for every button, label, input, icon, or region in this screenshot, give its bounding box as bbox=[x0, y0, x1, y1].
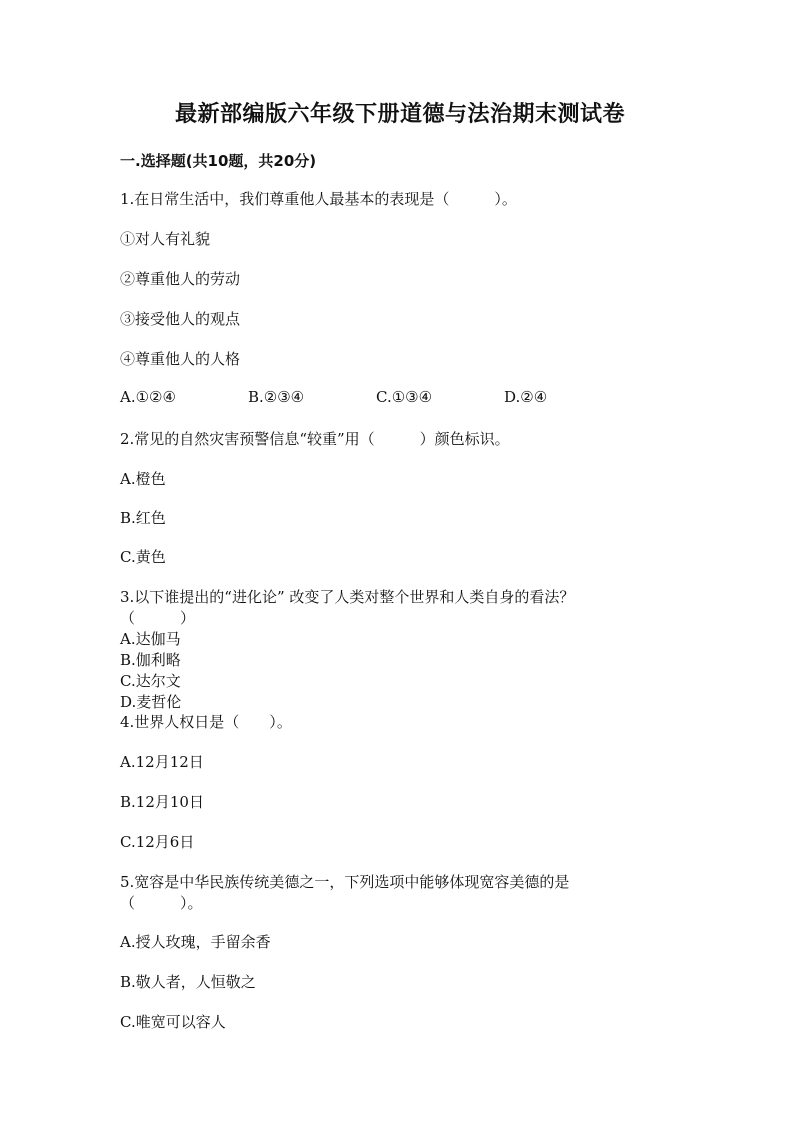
question-1-option-c: C.①③④ bbox=[376, 388, 433, 406]
question-1-item: ②尊重他人的劳动 bbox=[120, 270, 241, 288]
question-1-item: ③接受他人的观点 bbox=[120, 310, 241, 328]
question-5-option-c: C.唯宽可以容人 bbox=[120, 1013, 226, 1031]
question-2-option-c: C.黄色 bbox=[120, 548, 166, 566]
question-2-option-a: A.橙色 bbox=[120, 470, 166, 488]
question-4-stem: 4.世界人权日是（ ）。 bbox=[120, 713, 292, 731]
question-4-option-a: A.12月12日 bbox=[120, 753, 204, 771]
question-3-stem-blank: （ ） bbox=[120, 609, 196, 627]
question-5-stem-blank: （ ）。 bbox=[120, 894, 203, 912]
question-3-option-d: D.麦哲伦 bbox=[120, 693, 182, 711]
question-5-stem: 5.宽容是中华民族传统美德之一，下列选项中能够体现宽容美德的是 bbox=[120, 873, 570, 891]
question-5-option-b: B.敬人者，人恒敬之 bbox=[120, 973, 256, 991]
question-4-option-b: B.12月10日 bbox=[120, 793, 204, 811]
question-1-option-b: B.②③④ bbox=[248, 388, 305, 406]
question-4-option-c: C.12月6日 bbox=[120, 833, 195, 851]
question-1-option-a: A.①②④ bbox=[120, 388, 176, 406]
question-1-item: ④尊重他人的人格 bbox=[120, 350, 241, 368]
section-heading: 一.选择题(共10题，共20分) bbox=[120, 152, 317, 170]
page-title: 最新部编版六年级下册道德与法治期末测试卷 bbox=[174, 102, 625, 127]
question-3-stem: 3.以下谁提出的“进化论” 改变了人类对整个世界和人类自身的看法？ bbox=[120, 588, 575, 606]
question-1-options bbox=[120, 388, 680, 406]
question-1-option-d: D.②④ bbox=[504, 388, 548, 406]
question-3-option-a: A.达伽马 bbox=[120, 630, 181, 648]
question-3-option-b: B.伽利略 bbox=[120, 651, 181, 669]
question-1-stem: 1.在日常生活中，我们尊重他人最基本的表现是（ ）。 bbox=[120, 190, 517, 208]
question-5-option-a: A.授人玫瑰，手留余香 bbox=[120, 933, 271, 951]
question-2-option-b: B.红色 bbox=[120, 509, 166, 527]
question-3-option-c: C.达尔文 bbox=[120, 672, 181, 690]
question-1-item: ①对人有礼貌 bbox=[120, 230, 211, 248]
question-2-stem: 2.常见的自然灾害预警信息“较重”用（ ）颜色标识。 bbox=[120, 430, 510, 448]
